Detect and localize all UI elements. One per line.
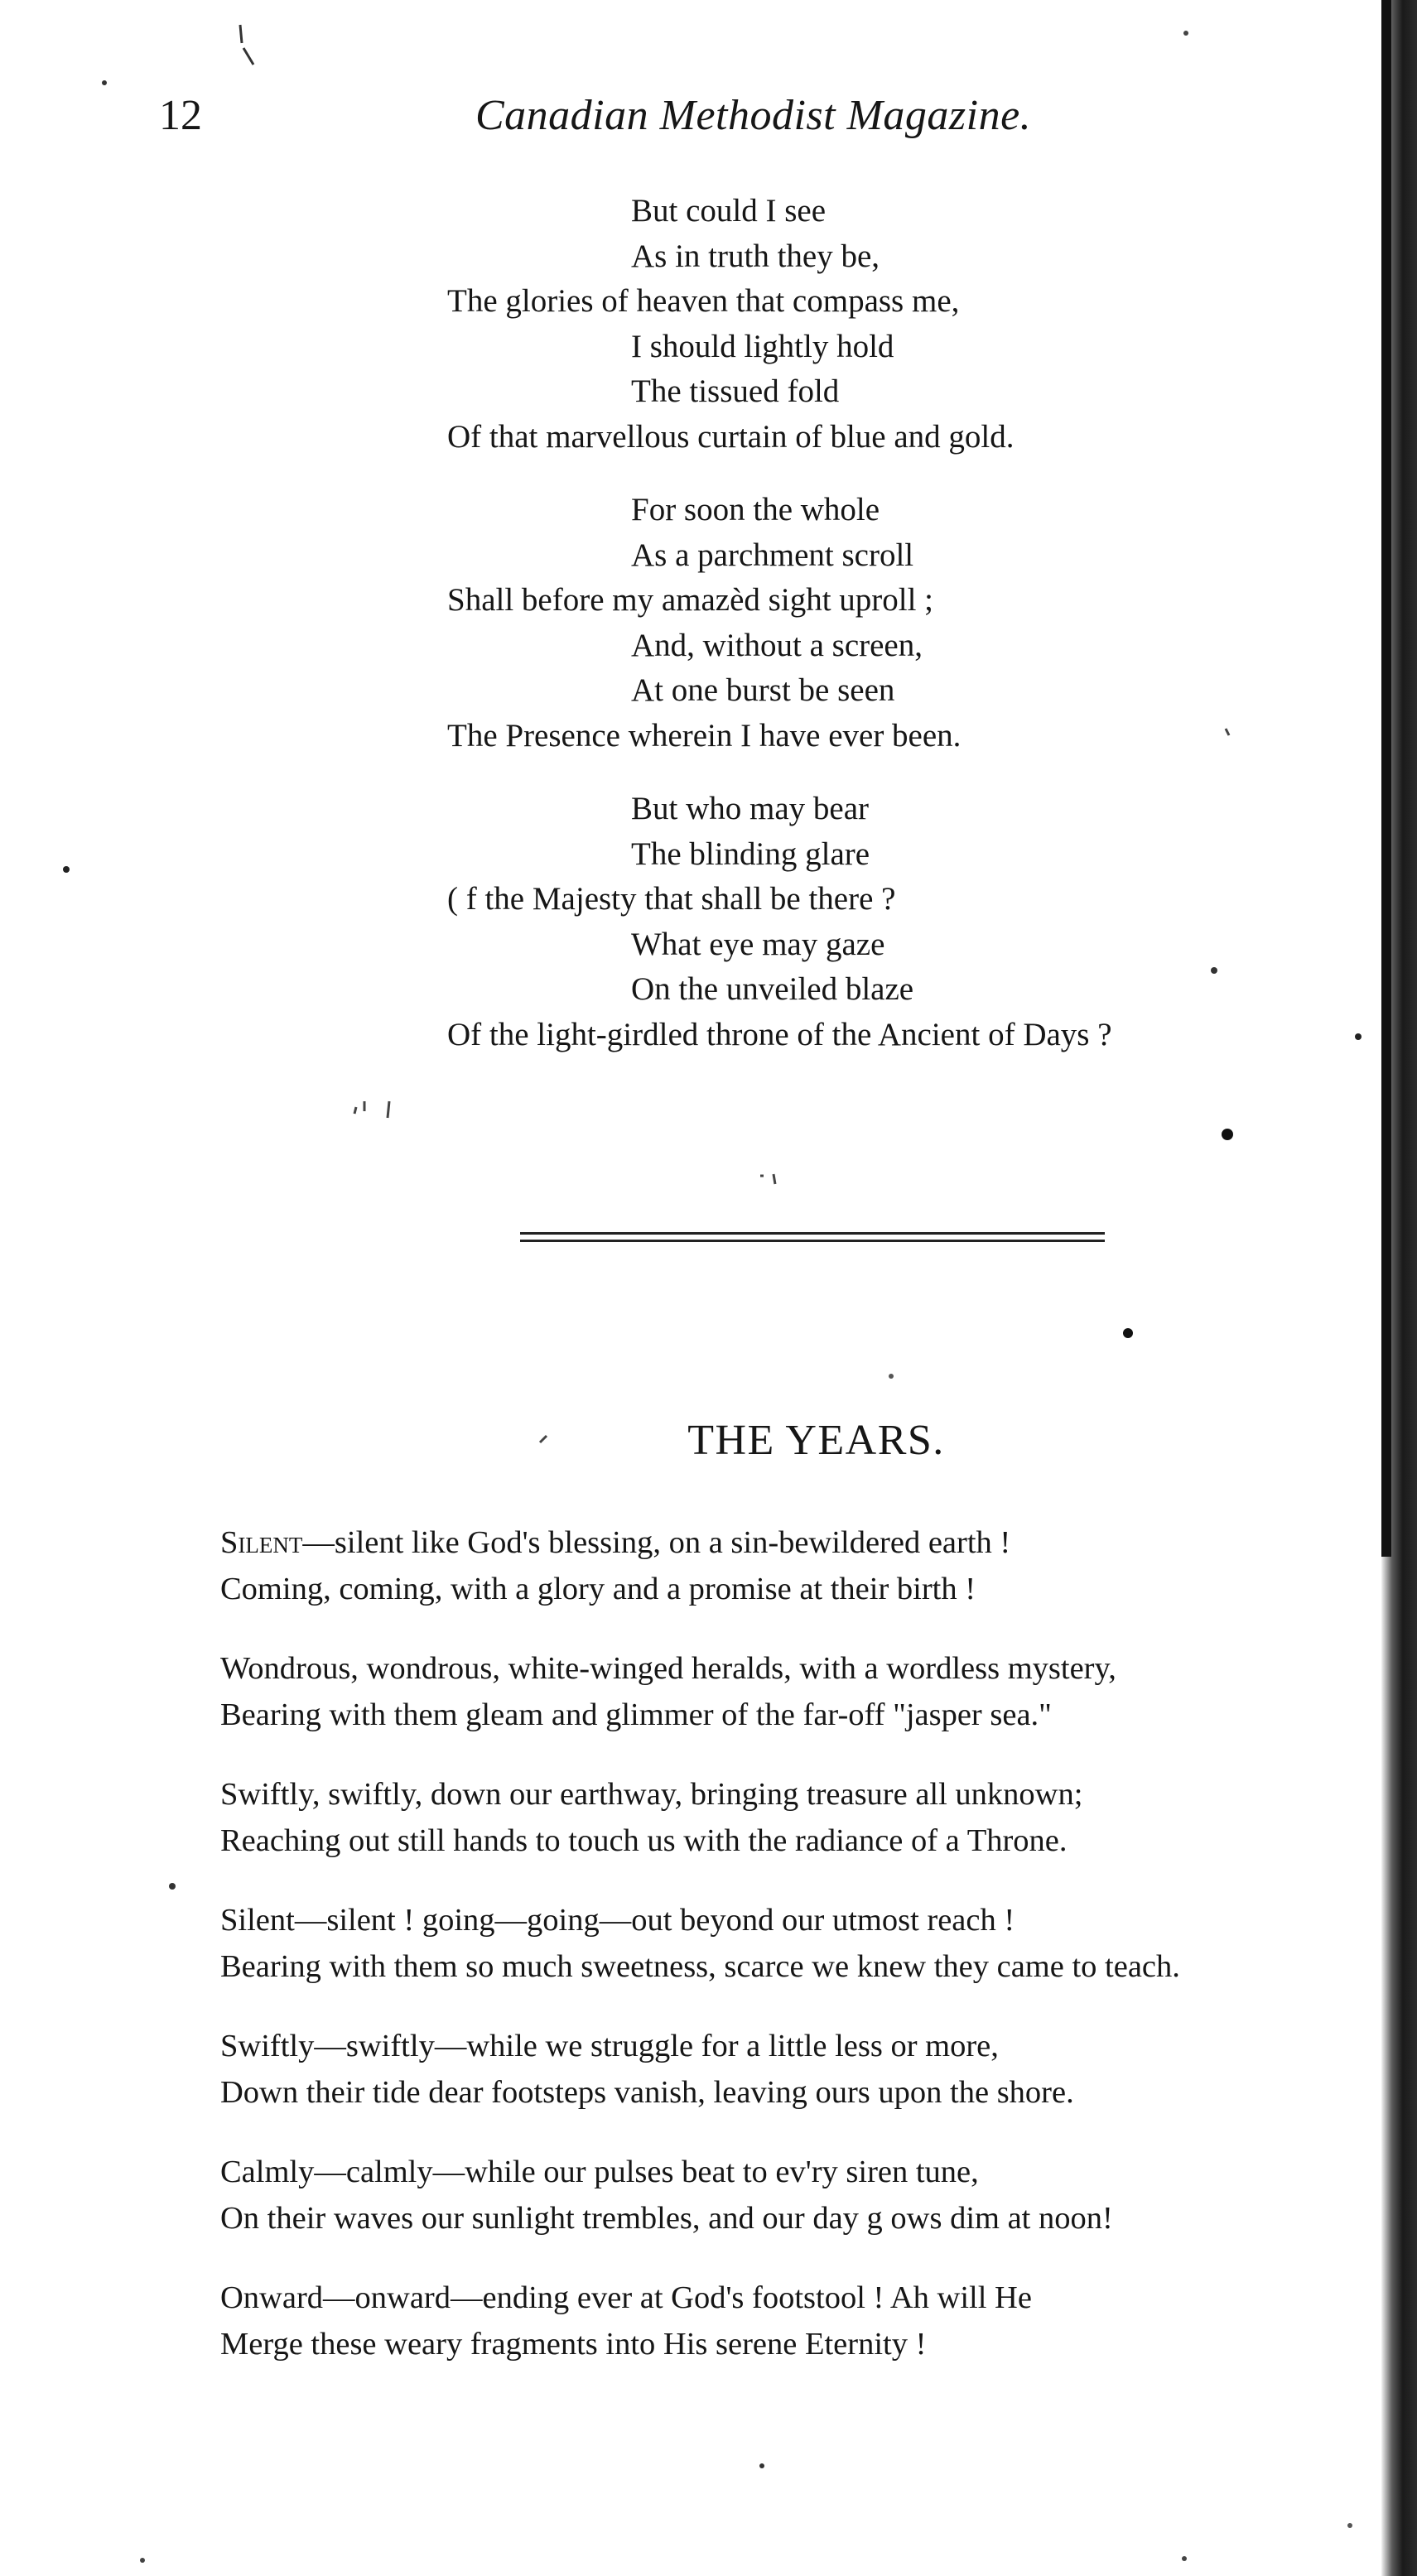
poem-line: The glories of heaven that compass me,	[447, 283, 960, 319]
poem-line: Calmly—calmly—while our pulses beat to ev'ry siren tune,	[220, 2155, 979, 2189]
running-title: Canadian Methodist Magazine.	[475, 92, 1032, 139]
poem-line: I should lightly hold	[631, 328, 894, 364]
poem-line: And, without a screen,	[631, 627, 923, 663]
poem-line: Merge these weary fragments into His serene Eternity !	[220, 2327, 927, 2362]
poem-line: The tissued fold	[631, 373, 840, 409]
poem-line: Of that marvellous curtain of blue and gold.	[447, 418, 1015, 455]
binding-edge-dark-strip	[1381, 0, 1391, 1557]
page-number: 12	[159, 92, 202, 139]
poem-line: On their waves our sunlight trembles, and our day g ows dim at noon!	[220, 2201, 1113, 2236]
poem-line: What eye may gaze	[631, 926, 885, 962]
poem-line: But who may bear	[631, 791, 870, 826]
poem-line: The Presence wherein I have ever been.	[447, 717, 962, 754]
poem-line: Of the light-girdled throne of the Ancient of Days ?	[447, 1016, 1112, 1052]
poem-line: Reaching out still hands to touch us with the radiance of a Throne.	[220, 1823, 1068, 1858]
poem-line: Wondrous, wondrous, white-winged heralds, with a wordless mystery,	[220, 1651, 1116, 1686]
poem-line: As in truth they be,	[631, 238, 880, 274]
poem-line: But could I see	[631, 193, 827, 229]
poem-line: Swiftly—swiftly—while we struggle for a little less or more,	[220, 2029, 999, 2063]
poem-title-text: THE YEARS.	[687, 1417, 945, 1464]
poem-line: ( f the Majesty that shall be there ?	[447, 881, 896, 917]
poem-line-rest: —silent like God's blessing, on a sin-bewildered earth !	[302, 1525, 1011, 1560]
opening-word: Silent	[220, 1525, 303, 1560]
poem-line: Coming, coming, with a glory and a promise at their birth !	[220, 1572, 976, 1606]
poem-line: Bearing with them so much sweetness, scarce we knew they came to teach.	[220, 1949, 1180, 1984]
poem-line: For soon the whole	[631, 492, 880, 527]
poem-line: Onward—onward—ending ever at God's footstool ! Ah will He	[220, 2280, 1032, 2315]
poem-line: Swiftly, swiftly, down our earthway, bringing treasure all unknown;	[220, 1777, 1083, 1812]
poem-line: Shall before my amazèd sight uproll ;	[447, 582, 934, 618]
poem-line: The blinding glare	[631, 835, 870, 872]
poem-line: At one burst be seen	[631, 672, 895, 708]
poem-line: On the unveiled blaze	[631, 971, 914, 1007]
poem-line: Bearing with them gleam and glimmer of the far-off "jasper sea."	[220, 1697, 1052, 1732]
poem-line: As a parchment scroll	[631, 537, 914, 573]
poem-line: Down their tide dear footsteps vanish, leaving ours upon the shore.	[220, 2075, 1074, 2110]
poem-line: Silent—silent ! going—going—out beyond our utmost reach !	[220, 1903, 1015, 1938]
